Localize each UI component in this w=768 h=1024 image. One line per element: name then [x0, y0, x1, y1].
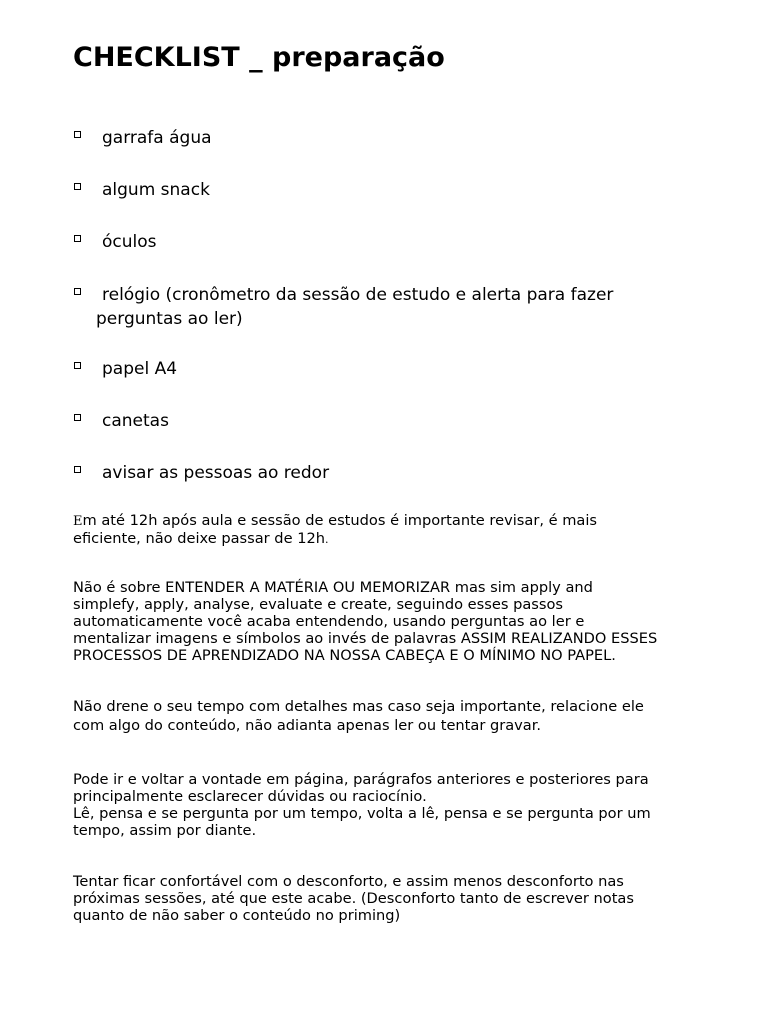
paragraph-line: Lê, pensa e se pergunta por um tempo, volta a lê, pensa e se pergunta por um: [73, 805, 651, 822]
checklist-item-line: relógio (cronômetro da sessão de estudo e alerta para fazer: [102, 285, 614, 305]
checkbox-icon: [74, 235, 81, 242]
checklist-item: [73, 126, 693, 150]
paragraph-text: eficiente, não deixe passar de 12h: [73, 530, 326, 547]
paragraph-line: [73, 530, 701, 548]
checklist-item-label: avisar as pessoas ao redor: [102, 463, 330, 483]
checkbox-icon: [74, 362, 81, 369]
paragraph-line: com algo do conteúdo, não adianta apenas ler ou tentar gravar.: [73, 717, 542, 734]
checkbox-icon: [74, 414, 81, 421]
checklist-item: [73, 409, 693, 433]
paragraph-line: Pode ir e voltar a vontade em página, parágrafos anteriores e posteriores para: [73, 771, 649, 788]
checklist-item-label: papel A4: [102, 359, 178, 379]
checklist-item-label: garrafa água: [102, 128, 212, 148]
checklist-item: [73, 461, 693, 485]
paragraph-line: quanto de não saber o conteúdo no priming): [73, 907, 401, 924]
paragraph-line: próximas sessões, até que este acabe. (Desconforto tanto de escrever notas: [73, 890, 634, 907]
checklist-item: [73, 178, 693, 202]
drop-letter: E: [73, 514, 83, 529]
paragraph-method: [73, 579, 701, 664]
checkbox-icon: [74, 183, 81, 190]
paragraph-line: automaticamente você acaba entendendo, usando perguntas ao ler e: [73, 613, 585, 630]
checklist-item-label: algum snack: [102, 180, 210, 200]
paragraph-line: principalmente esclarecer dúvidas ou raciocínio.: [73, 788, 427, 805]
page-title: CHECKLIST _ preparação: [73, 42, 445, 73]
paragraph-line: Não é sobre ENTENDER A MATÉRIA OU MEMORIZAR mas sim apply and: [73, 579, 593, 596]
checkbox-icon: [74, 131, 81, 138]
checklist-item-line: perguntas ao ler): [96, 309, 243, 329]
checkbox-icon: [74, 466, 81, 473]
paragraph-line: Tentar ficar confortável com o desconforto, e assim menos desconforto nas: [73, 873, 624, 890]
checklist-item: [73, 357, 693, 381]
checklist-item: [73, 283, 693, 331]
paragraph-line: mentalizar imagens e símbolos ao invés de palavras ASSIM REALIZANDO ESSES: [73, 630, 658, 647]
checklist-item-label: canetas: [102, 411, 169, 431]
paragraph-discomfort: [73, 873, 701, 924]
checklist-item-label: [73, 283, 693, 331]
paragraph-line: simplefy, apply, analyse, evaluate e create, seguindo esses passos: [73, 596, 564, 613]
checklist-item: [73, 230, 693, 254]
checkbox-icon: [74, 288, 81, 295]
paragraph-line: [73, 512, 701, 530]
paragraph-navigation: [73, 771, 701, 839]
paragraph-text: .: [325, 533, 329, 546]
paragraph-text: m até 12h após aula e sessão de estudos é importante revisar, é mais: [82, 512, 598, 529]
paragraph-line: tempo, assim por diante.: [73, 822, 257, 839]
paragraph-line: PROCESSOS DE APRENDIZADO NA NOSSA CABEÇA E O MÍNIMO NO PAPEL.: [73, 647, 616, 664]
paragraph-line: Não drene o seu tempo com detalhes mas caso seja importante, relacione ele: [73, 698, 644, 715]
checklist-item-label: óculos: [102, 232, 157, 252]
paragraph-revision: [73, 512, 701, 548]
paragraph-details: [73, 697, 701, 735]
